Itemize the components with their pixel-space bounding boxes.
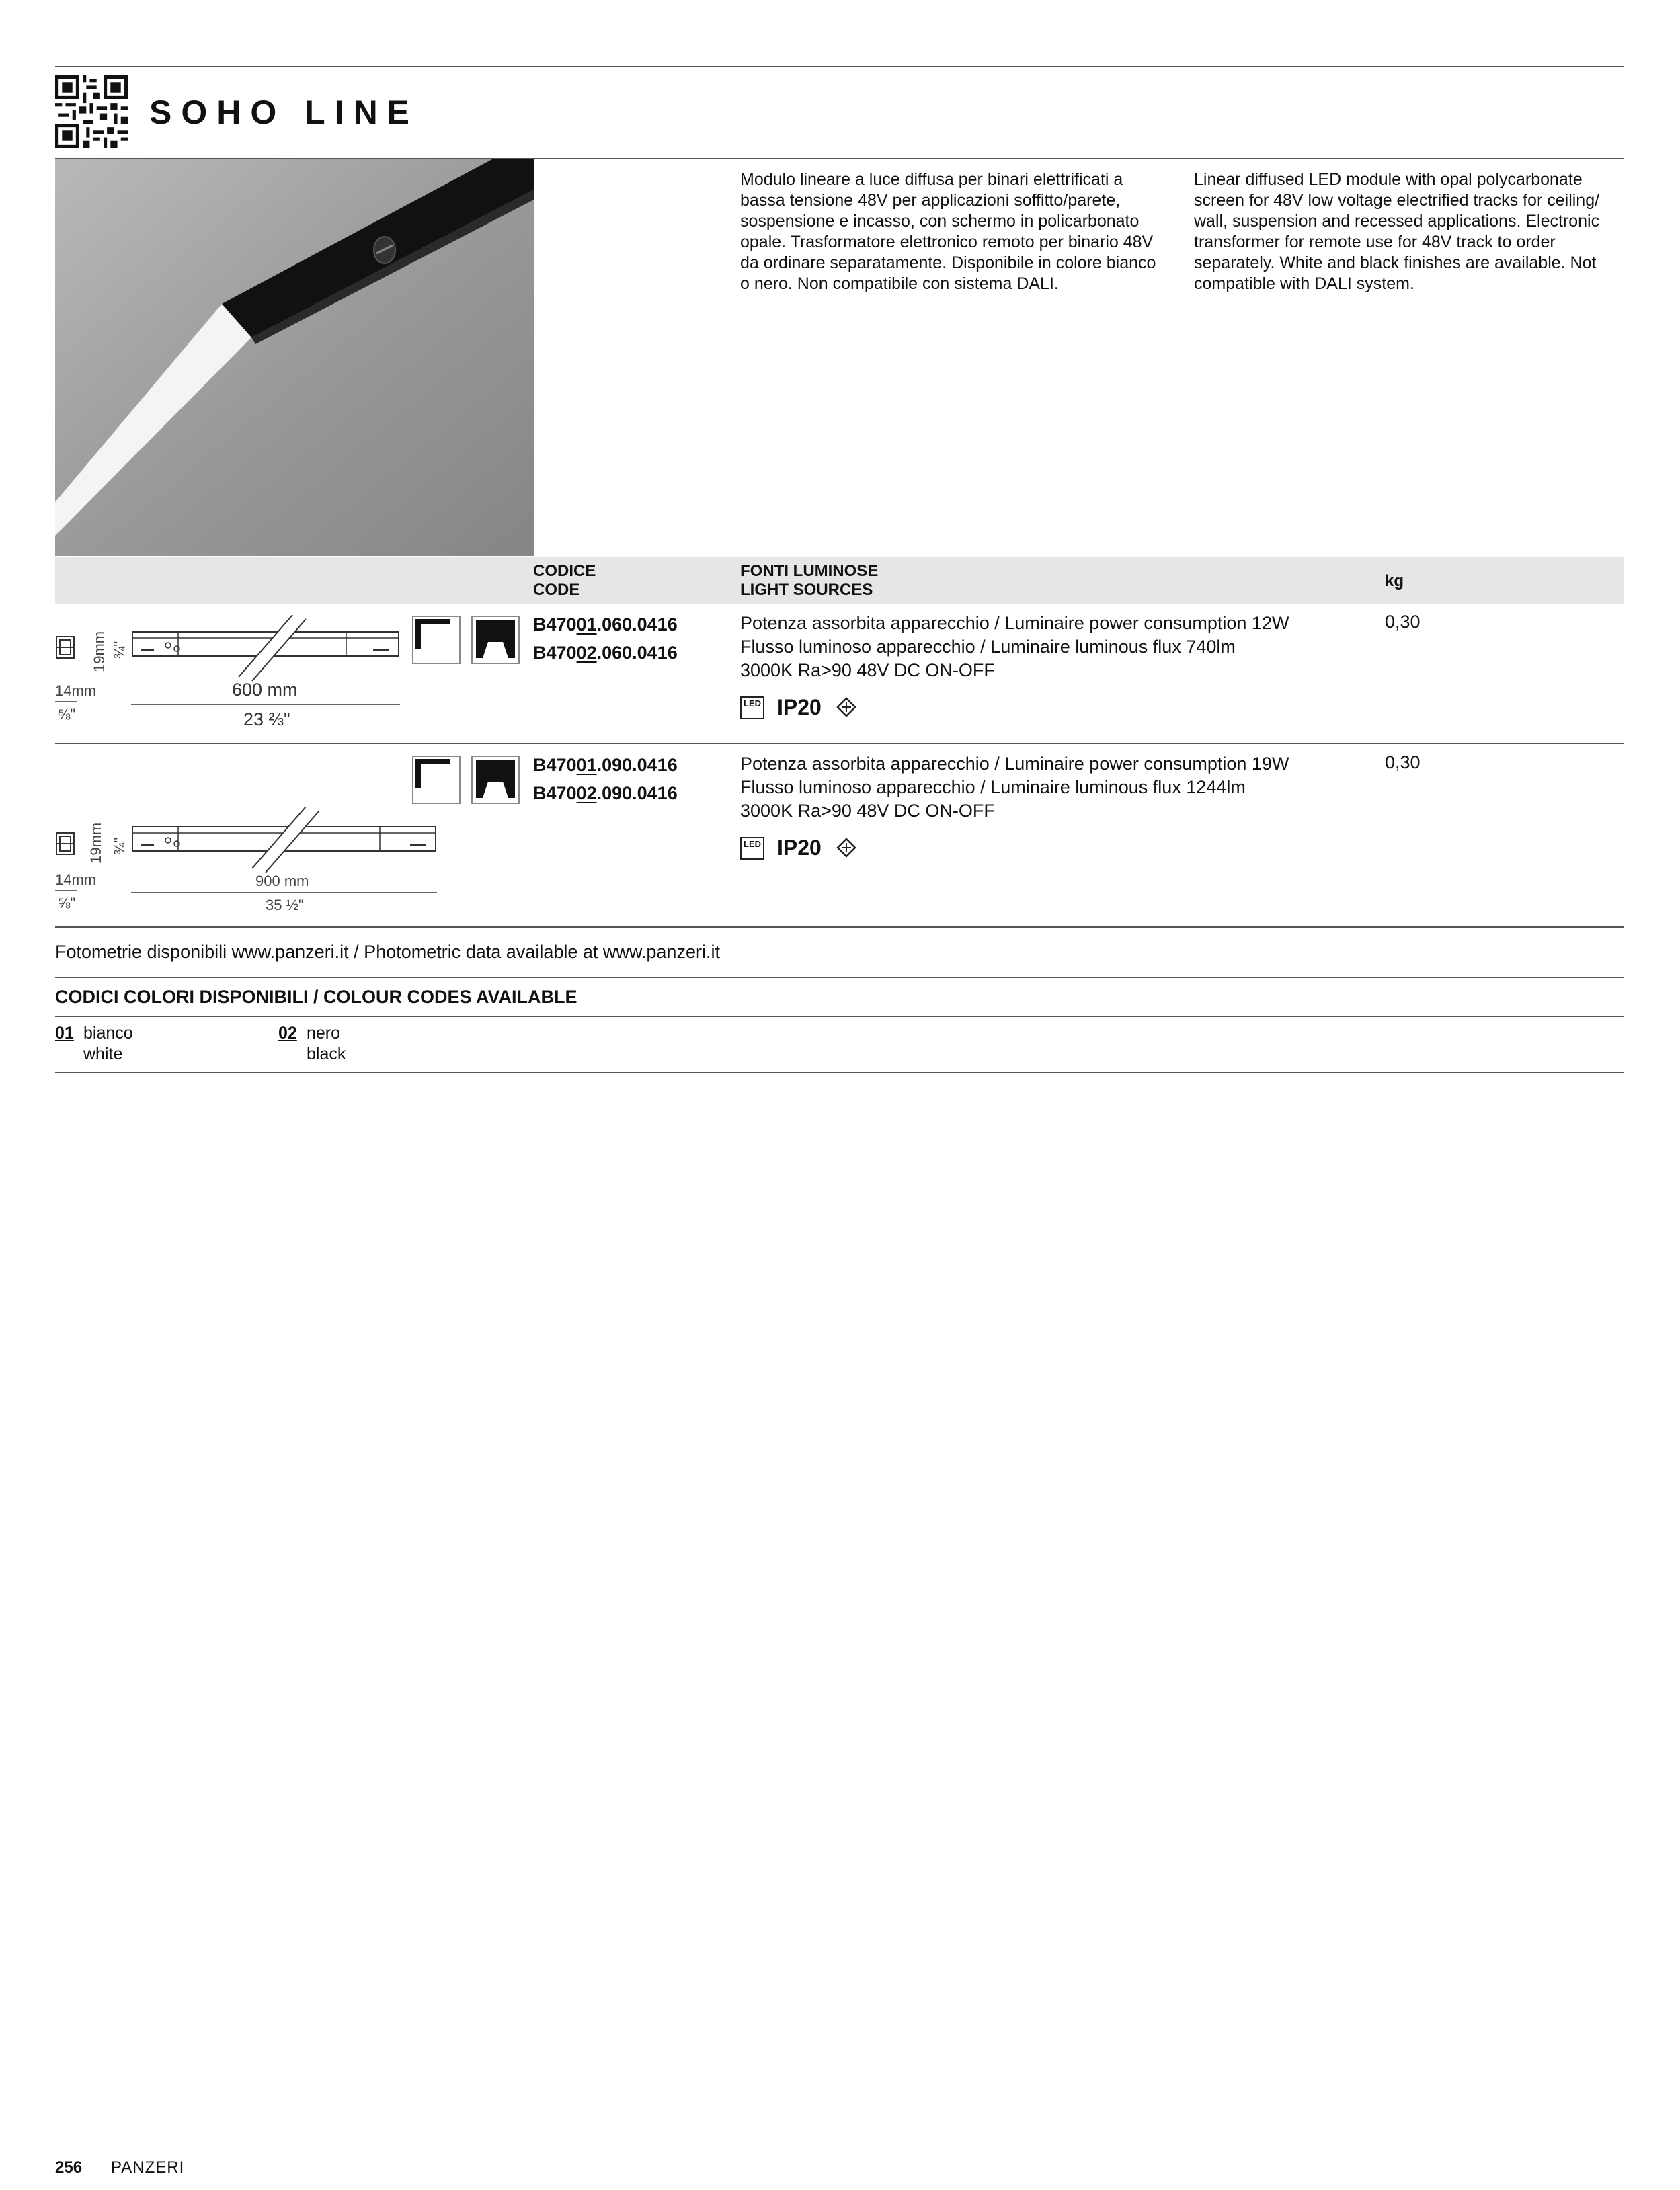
row-divider bbox=[55, 926, 1624, 928]
colour-code-name bbox=[307, 1023, 346, 1065]
dimension-divider bbox=[55, 890, 77, 891]
row-divider bbox=[55, 743, 1624, 744]
product-code-white[interactable]: B47001.060.0416 bbox=[533, 614, 678, 635]
black-finish-icon bbox=[471, 615, 520, 665]
module-side-drawing bbox=[131, 615, 400, 682]
column-header-code: CODICE CODE bbox=[533, 562, 596, 599]
black-finish-icon bbox=[471, 755, 520, 805]
module-side-drawing bbox=[131, 807, 437, 874]
weight-kg: 0,30 bbox=[1385, 612, 1421, 632]
colour-codes-heading: CODICI COLORI DISPONIBILI / COLOUR CODES AVAILABLE bbox=[55, 987, 577, 1007]
section-rule bbox=[55, 1072, 1624, 1073]
ip-rating: IP20 bbox=[777, 836, 822, 860]
height-mm-label: 19mm bbox=[91, 631, 108, 672]
top-rule bbox=[55, 66, 1624, 67]
product-code-black[interactable]: B47002.090.0416 bbox=[533, 783, 678, 803]
height-inch-label: ¾" bbox=[111, 837, 128, 855]
width-mm-label: 14mm bbox=[55, 871, 97, 888]
length-mm-label: 600 mm bbox=[232, 680, 298, 700]
product-code-white[interactable]: B47001.090.0416 bbox=[533, 755, 678, 775]
description-english: Linear diffused LED module with opal polycarbonate screen for 48V low voltage electrified tracks for ceiling/ wall, suspension and recessed applications. Electronic transformer for remote use for 48V track to order separately. White and black finishes are available. Not compatible with DALI system. bbox=[1194, 170, 1600, 293]
colour-name-english: white bbox=[83, 1045, 123, 1063]
width-mm-label: 14mm bbox=[55, 682, 97, 699]
height-inch-label: ¾" bbox=[111, 641, 128, 659]
led-icon: LED bbox=[740, 837, 764, 860]
dimension-divider bbox=[55, 701, 77, 702]
width-inch-label: ⅝" bbox=[58, 706, 76, 723]
white-finish-icon bbox=[411, 615, 461, 665]
section-rule bbox=[55, 1016, 1624, 1017]
colour-code-item bbox=[278, 1023, 297, 1044]
page-title: SOHO LINE bbox=[149, 93, 419, 131]
length-inch-label: 35 ½" bbox=[266, 897, 304, 914]
led-icon: LED bbox=[740, 696, 764, 719]
column-header-kg: kg bbox=[1385, 572, 1404, 590]
section-rule bbox=[55, 977, 1624, 978]
product-code-black[interactable]: B47002.060.0416 bbox=[533, 643, 678, 663]
profile-end-view-icon bbox=[55, 634, 75, 661]
light-source-specs: Potenza assorbita apparecchio / Luminaire power consumption 19W Flusso luminoso apparecchio / Luminaire luminous flux 1244lm 3000K Ra>90 48V DC ON-OFF bbox=[740, 754, 1289, 821]
colour-code-number: 02 bbox=[278, 1024, 297, 1043]
length-dimension-line bbox=[131, 892, 437, 893]
qr-code-icon[interactable] bbox=[55, 75, 128, 148]
height-mm-label: 19mm bbox=[87, 822, 104, 864]
length-mm-label: 900 mm bbox=[255, 873, 309, 889]
diffused-light-icon bbox=[836, 697, 856, 717]
width-inch-label: ⅝" bbox=[58, 895, 76, 911]
length-dimension-line bbox=[131, 704, 400, 705]
colour-code-number: 01 bbox=[55, 1024, 74, 1043]
colour-name-italian: bianco bbox=[83, 1024, 133, 1043]
brand-name: PANZERI bbox=[111, 2158, 185, 2177]
page-number: 256 bbox=[55, 2158, 83, 2177]
photometric-note: Fotometrie disponibili www.panzeri.it / Photometric data available at www.panzeri.it bbox=[55, 942, 720, 962]
white-finish-icon bbox=[411, 755, 461, 805]
column-header-light-sources: FONTI LUMINOSE LIGHT SOURCES bbox=[740, 562, 879, 599]
diffused-light-icon bbox=[836, 838, 856, 858]
colour-code-name bbox=[83, 1023, 133, 1065]
product-photo bbox=[55, 159, 534, 556]
weight-kg: 0,30 bbox=[1385, 752, 1421, 772]
colour-name-italian: nero bbox=[307, 1024, 341, 1043]
description-italian: Modulo lineare a luce diffusa per binari elettrificati a bassa tensione 48V per applicazioni soffitto/parete, sospensione e incasso, con schermo in policarbonato opale. Trasformatore elettronico remoto per binario 48V da ordinare separatamente. Disponibile in colore bianco o nero. Non compatibile con sistema DALI. bbox=[740, 170, 1156, 293]
colour-code-item bbox=[55, 1023, 74, 1044]
ip-rating: IP20 bbox=[777, 695, 822, 719]
light-source-specs: Potenza assorbita apparecchio / Luminaire power consumption 12W Flusso luminoso apparecchio / Luminaire luminous flux 740lm 3000K Ra>90 48V DC ON-OFF bbox=[740, 613, 1289, 680]
colour-name-english: black bbox=[307, 1045, 346, 1063]
length-inch-label: 23 ⅔" bbox=[243, 709, 290, 729]
profile-end-view-icon bbox=[55, 830, 75, 857]
